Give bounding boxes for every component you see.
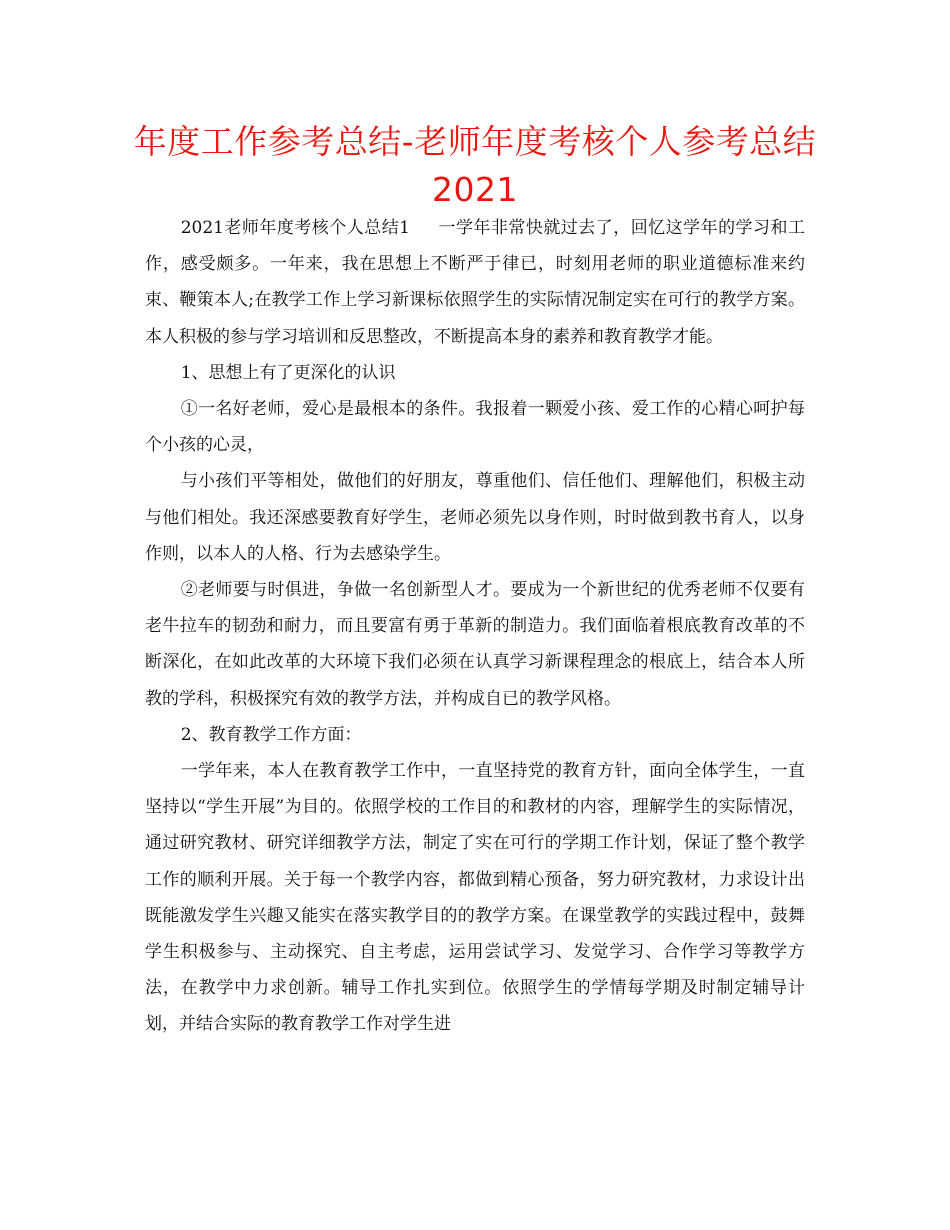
- section-2-heading: 2、教育教学工作方面：: [180, 724, 362, 745]
- document-title: 年度工作参考总结-老师年度考核个人参考总结2021: [133, 122, 817, 209]
- intro-text: 一学年非常快就过去了，回忆这学年的学习和工作，感受颇多。一年来，我在思想上不断严于律已，时刻用老师的职业道德标准来约束、鞭策本人;在教学工作上学习新课标依照学生的实际情况制定实在可行的教学方案。本人积极的参与学习培训和反思整改，不断提高本身的素养和教育教学才能。: [145, 218, 805, 347]
- paragraph-2: 与小孩们平等相处，做他们的好朋友，尊重他们、信任他们、理解他们，积极主动与他们相处。我还深感要教育好学生，老师必须先以身作则，时时做到教书育人，以身作则，以本人的人格、行为去感染学生。: [145, 471, 805, 564]
- heading-label: 2021老师年度考核个人总结1: [180, 218, 410, 238]
- intro-paragraph: [145, 210, 805, 355]
- document-body: [145, 210, 805, 1043]
- paragraph-3: ②老师要与时俱进，争做一名创新型人才。要成为一个新世纪的优秀老师不仅要有老牛拉车的韧劲和耐力，而且要富有勇于革新的制造力。我们面临着根底教育改革的不断深化，在如此改革的大环境下我们必须在认真学习新课程理念的根底上，结合本人所教的学科，积极探究有效的教学方法，并构成自已的教学风格。: [145, 580, 805, 709]
- paragraph-4: 一学年来，本人在教育教学工作中，一直坚持党的教育方针，面向全体学生，一直坚持以“学生开展”为目的。依照学校的工作目的和教材的内容，理解学生的实际情况，通过研究教材、研究详细教学方法，制定了实在可行的学期工作计划，保证了整个教学工作的顺利开展。关于每一个教学内容，都做到精心预备，努力研究教材，力求设计出既能激发学生兴趣又能实在落实教学目的的教学方案。在课堂教学的实践过程中，鼓舞学生积极参与、主动探究、自主考虑，运用尝试学习、发觉学习、合作学习等教学方法，在教学中力求创新。辅导工作扎实到位。依照学生的学情每学期及时制定辅导计划，并结合实际的教育教学工作对学生进: [145, 761, 805, 1035]
- paragraph-1: ①一名好老师，爱心是最根本的条件。我报着一颗爱小孩、爱工作的心精心呵护每个小孩的心灵，: [145, 399, 805, 456]
- section-1-heading: 1、思想上有了更深化的认识: [180, 362, 396, 383]
